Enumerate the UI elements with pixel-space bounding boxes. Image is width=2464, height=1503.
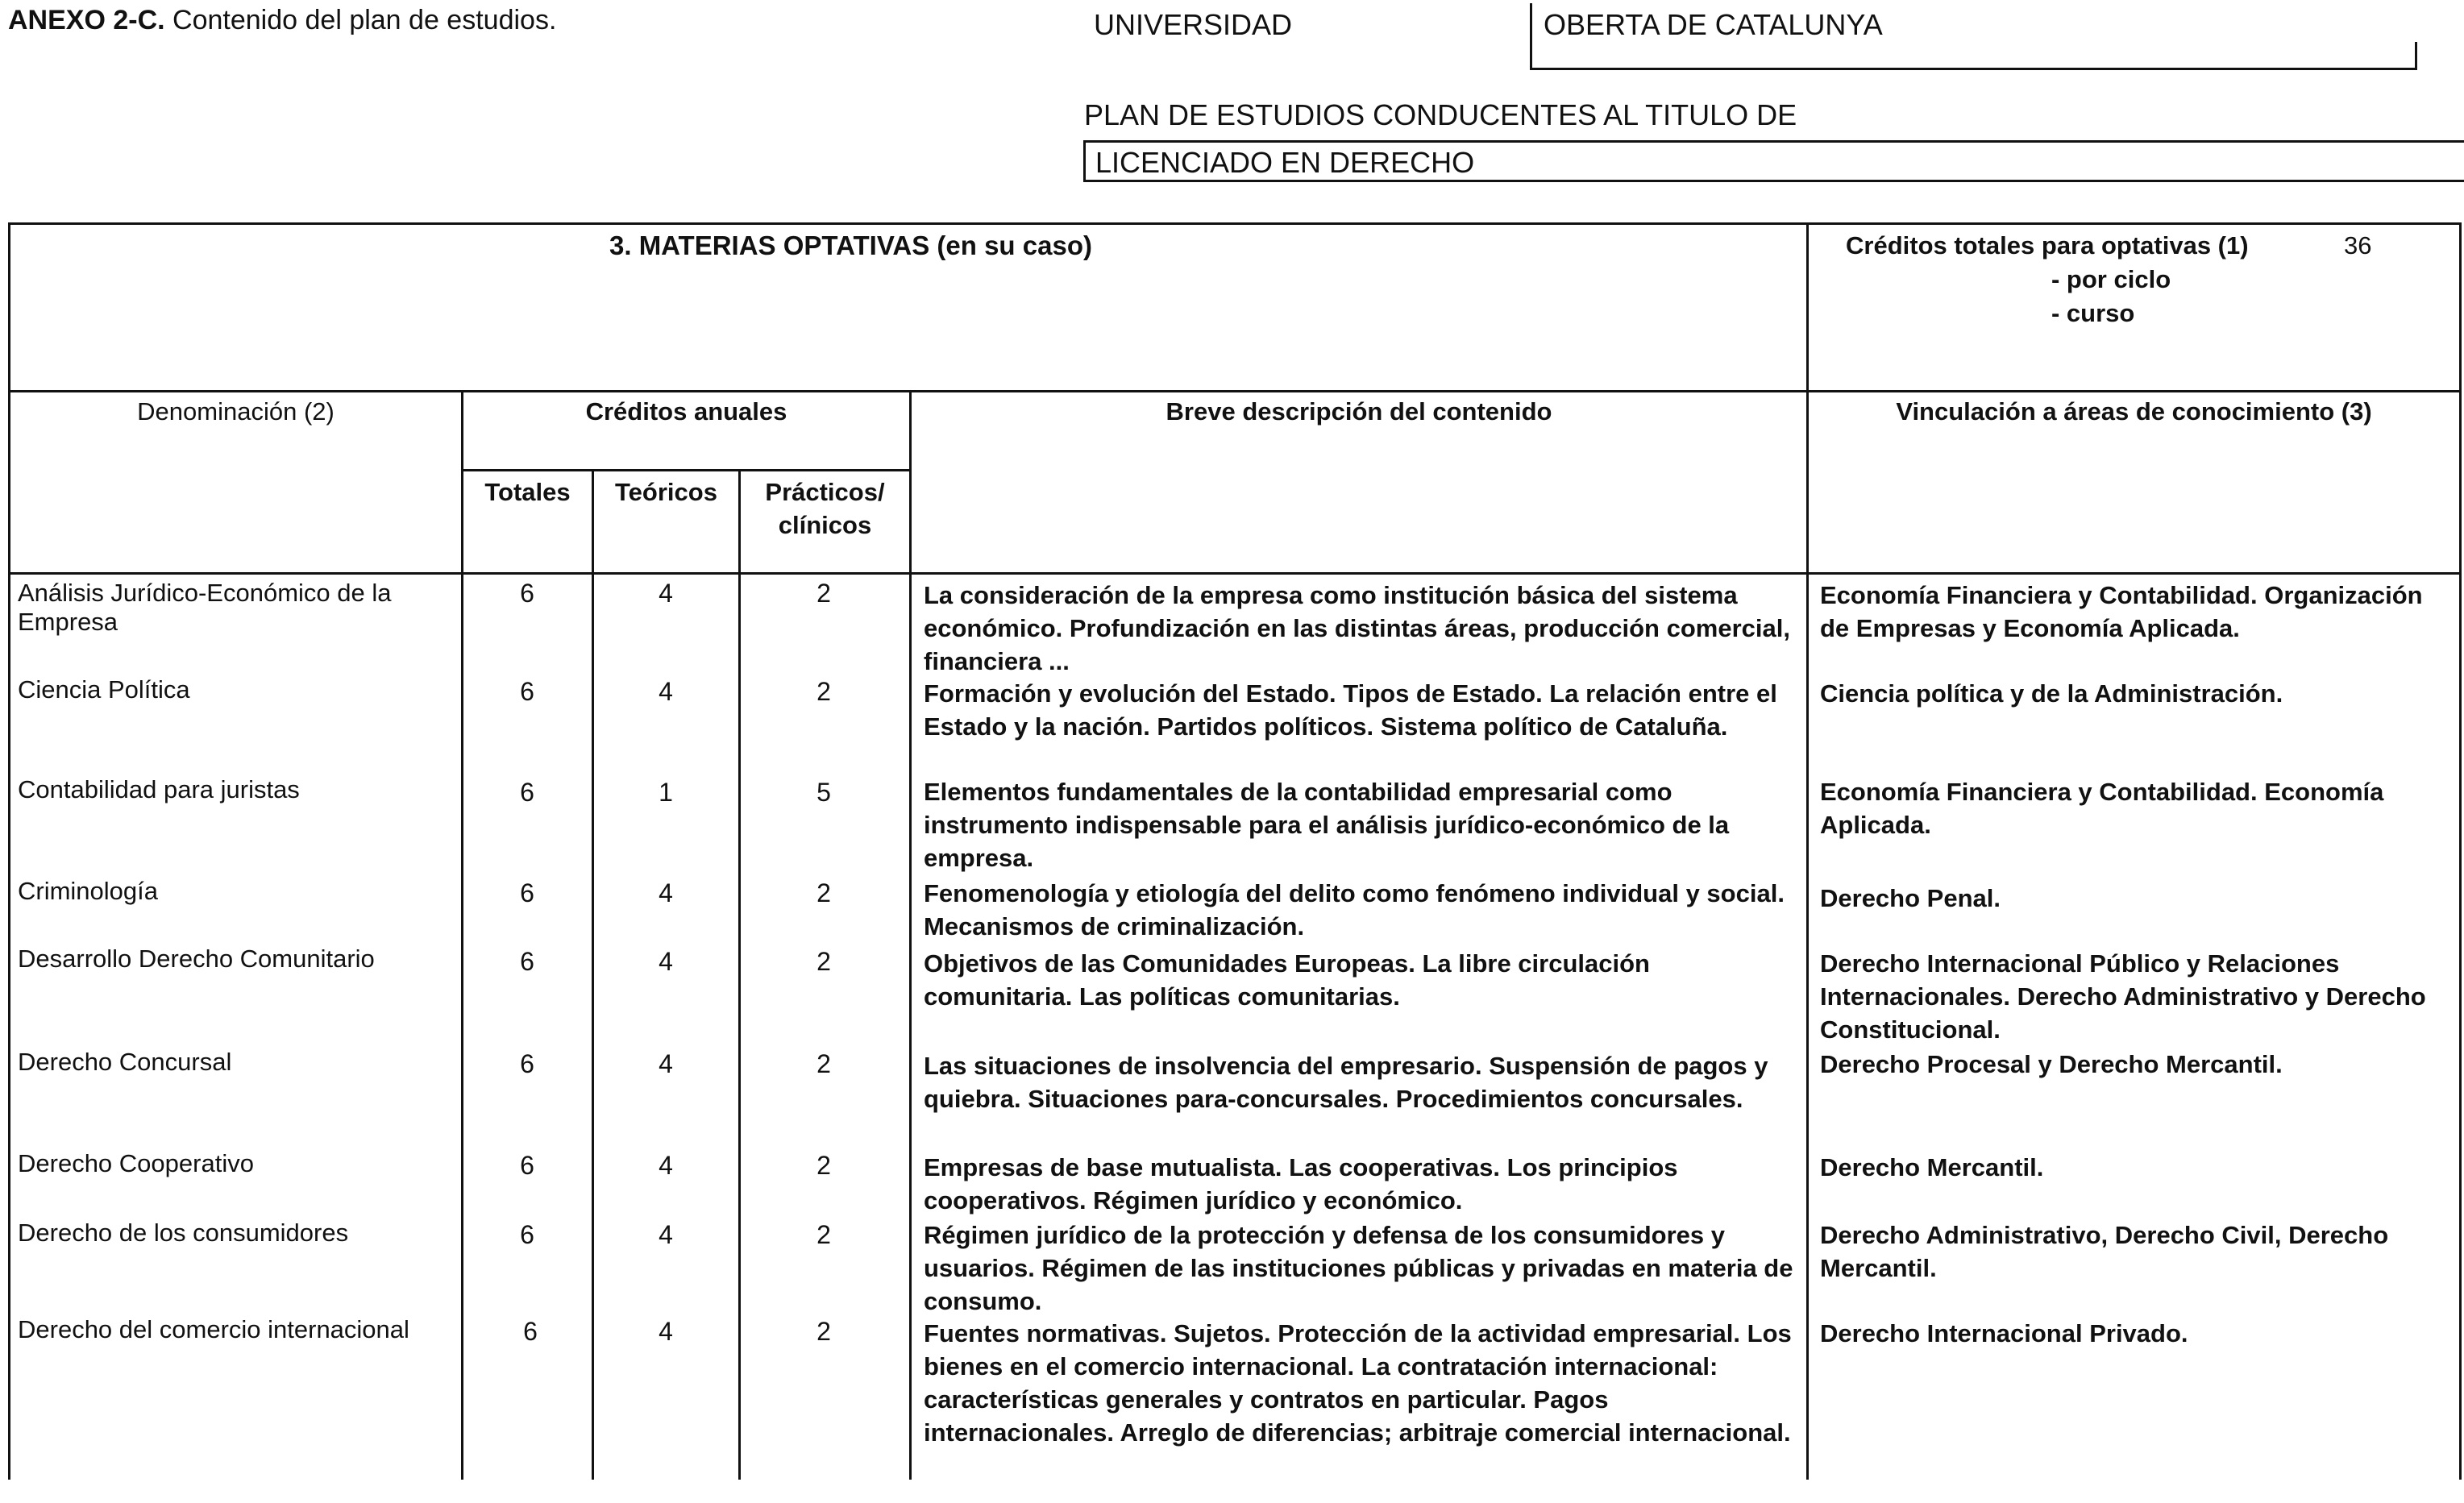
subject-description: Fenomenología y etiología del delito como fenómeno individual y social. Mecanismos de criminalización.: [924, 879, 1785, 940]
subject-name: Contabilidad para juristas: [18, 775, 300, 803]
credits-practice: 2: [816, 1151, 831, 1180]
credits-total: 6: [520, 677, 534, 706]
subject-name: Análisis Jurídico-Económico de la Empresa: [18, 579, 392, 636]
subject-description: Objetivos de las Comunidades Europeas. La libre circulación comunitaria. Las políticas comunitarias.: [924, 949, 1650, 1011]
university-field-edge: [2415, 42, 2417, 68]
subject-name: Derecho Concursal: [18, 1048, 232, 1076]
knowledge-areas: Economía Financiera y Contabilidad. Organización de Empresas y Economía Aplicada.: [1820, 581, 2423, 642]
knowledge-areas: Ciencia política y de la Administración.: [1820, 679, 2283, 708]
annex-heading: [8, 5, 556, 36]
credits-total: 6: [520, 579, 534, 608]
credits-theory: 4: [659, 677, 673, 706]
subject-name: Criminología: [18, 877, 159, 905]
credits-theory: 4: [659, 947, 673, 976]
col-creditos-anuales: Créditos anuales: [585, 397, 787, 426]
credits-total: 6: [520, 1151, 534, 1180]
degree-field: [1083, 140, 2464, 182]
annex-text: Contenido del plan de estudios.: [164, 5, 557, 35]
credits-total: 6: [520, 1220, 534, 1249]
knowledge-areas: Derecho Procesal y Derecho Mercantil.: [1820, 1050, 2283, 1078]
credits-theory: 1: [659, 778, 673, 807]
university-value: OBERTA DE CATALUNYA: [1544, 8, 1883, 41]
plan-label: PLAN DE ESTUDIOS CONDUCENTES AL TITULO DE: [1084, 98, 1797, 131]
knowledge-areas: Derecho Mercantil.: [1820, 1153, 2044, 1181]
credits-theory: 4: [659, 878, 673, 907]
credits-practice: 2: [816, 677, 831, 706]
knowledge-areas: Derecho Internacional Público y Relaciones Internacionales. Derecho Administrativo y Derecho Constitucional.: [1820, 949, 2426, 1044]
subject-description: Elementos fundamentales de la contabilidad empresarial como instrumento indispensable para el análisis jurídico-económico de la empresa.: [924, 778, 1730, 872]
university-label: UNIVERSIDAD: [1094, 8, 1293, 41]
credits-total: 6: [520, 878, 534, 907]
credits-practice: 2: [816, 878, 831, 907]
credits-practice: 5: [816, 778, 831, 807]
per-year-label: - curso: [2051, 299, 2135, 327]
subject-name: Derecho Cooperativo: [18, 1149, 254, 1177]
subject-name: Ciencia Política: [18, 675, 190, 704]
total-credits-value: 36: [2344, 231, 2372, 259]
annex-label: ANEXO 2-C.: [8, 5, 165, 35]
subject-description: La consideración de la empresa como institución básica del sistema económico. Profundización en las distintas áreas, producción comercial, financiera ...: [924, 581, 1790, 675]
knowledge-areas: Derecho Internacional Privado.: [1820, 1319, 2188, 1347]
col-denominacion: Denominación (2): [137, 397, 334, 426]
subject-description: Régimen jurídico de la protección y defensa de los consumidores y usuarios. Régimen de las instituciones públicas y privadas en materia de consumo.: [924, 1221, 1793, 1315]
col-teoricos: Teóricos: [615, 478, 717, 506]
subject-description: Formación y evolución del Estado. Tipos de Estado. La relación entre el Estado y la nación. Partidos políticos. Sistema político de Cataluña.: [924, 679, 1777, 741]
credits-total: 6: [520, 1049, 534, 1078]
university-field: [1530, 3, 2417, 70]
col-totales: Totales: [484, 478, 571, 506]
section-title: 3. MATERIAS OPTATIVAS (en su caso): [609, 230, 1092, 260]
credits-practice: 2: [816, 947, 831, 976]
per-cycle-label: - por ciclo: [2051, 265, 2171, 293]
credits-theory: 4: [659, 1151, 673, 1180]
credits-practice: 2: [816, 1317, 831, 1346]
subject-name: Derecho de los consumidores: [18, 1219, 349, 1247]
col-practicos: Prácticos/ clínicos: [765, 478, 885, 539]
col-descripcion: Breve descripción del contenido: [1166, 397, 1552, 426]
credits-practice: 2: [816, 1220, 831, 1249]
credits-theory: 4: [659, 1049, 673, 1078]
credits-theory: 4: [659, 1317, 673, 1346]
credits-practice: 2: [816, 579, 831, 608]
credits-theory: 4: [659, 1220, 673, 1249]
col-vinculacion: Vinculación a áreas de conocimiento (3): [1896, 397, 2372, 426]
subject-name: Derecho del comercio internacional: [18, 1315, 409, 1343]
subject-description: Las situaciones de insolvencia del empresario. Suspensión de pagos y quiebra. Situaciones para-concursales. Procedimientos concursales.: [924, 1052, 1768, 1113]
credits-practice: 2: [816, 1049, 831, 1078]
knowledge-areas: Economía Financiera y Contabilidad. Economía Aplicada.: [1820, 778, 2384, 839]
subject-name: Desarrollo Derecho Comunitario: [18, 945, 375, 973]
credits-total: 6: [520, 947, 534, 976]
knowledge-areas: Derecho Administrativo, Derecho Civil, Derecho Mercantil.: [1820, 1221, 2389, 1282]
total-credits-label: Créditos totales para optativas (1): [1846, 231, 2249, 259]
credits-theory: 4: [659, 579, 673, 608]
credits-total: 6: [523, 1317, 538, 1346]
knowledge-areas: Derecho Penal.: [1820, 884, 2001, 912]
subject-description: Fuentes normativas. Sujetos. Protección de la actividad empresarial. Los bienes en el comercio internacional. La contratación internacional: características generales y contratos en particular. Pagos internacionales. Arreglo de diferencias; arbitraje comercial internacional.: [924, 1319, 1792, 1447]
credits-total: 6: [520, 778, 534, 807]
subject-description: Empresas de base mutualista. Las cooperativas. Los principios cooperativos. Régimen jurídico y económico.: [924, 1153, 1678, 1214]
degree-value: LICENCIADO EN DERECHO: [1095, 146, 1475, 179]
